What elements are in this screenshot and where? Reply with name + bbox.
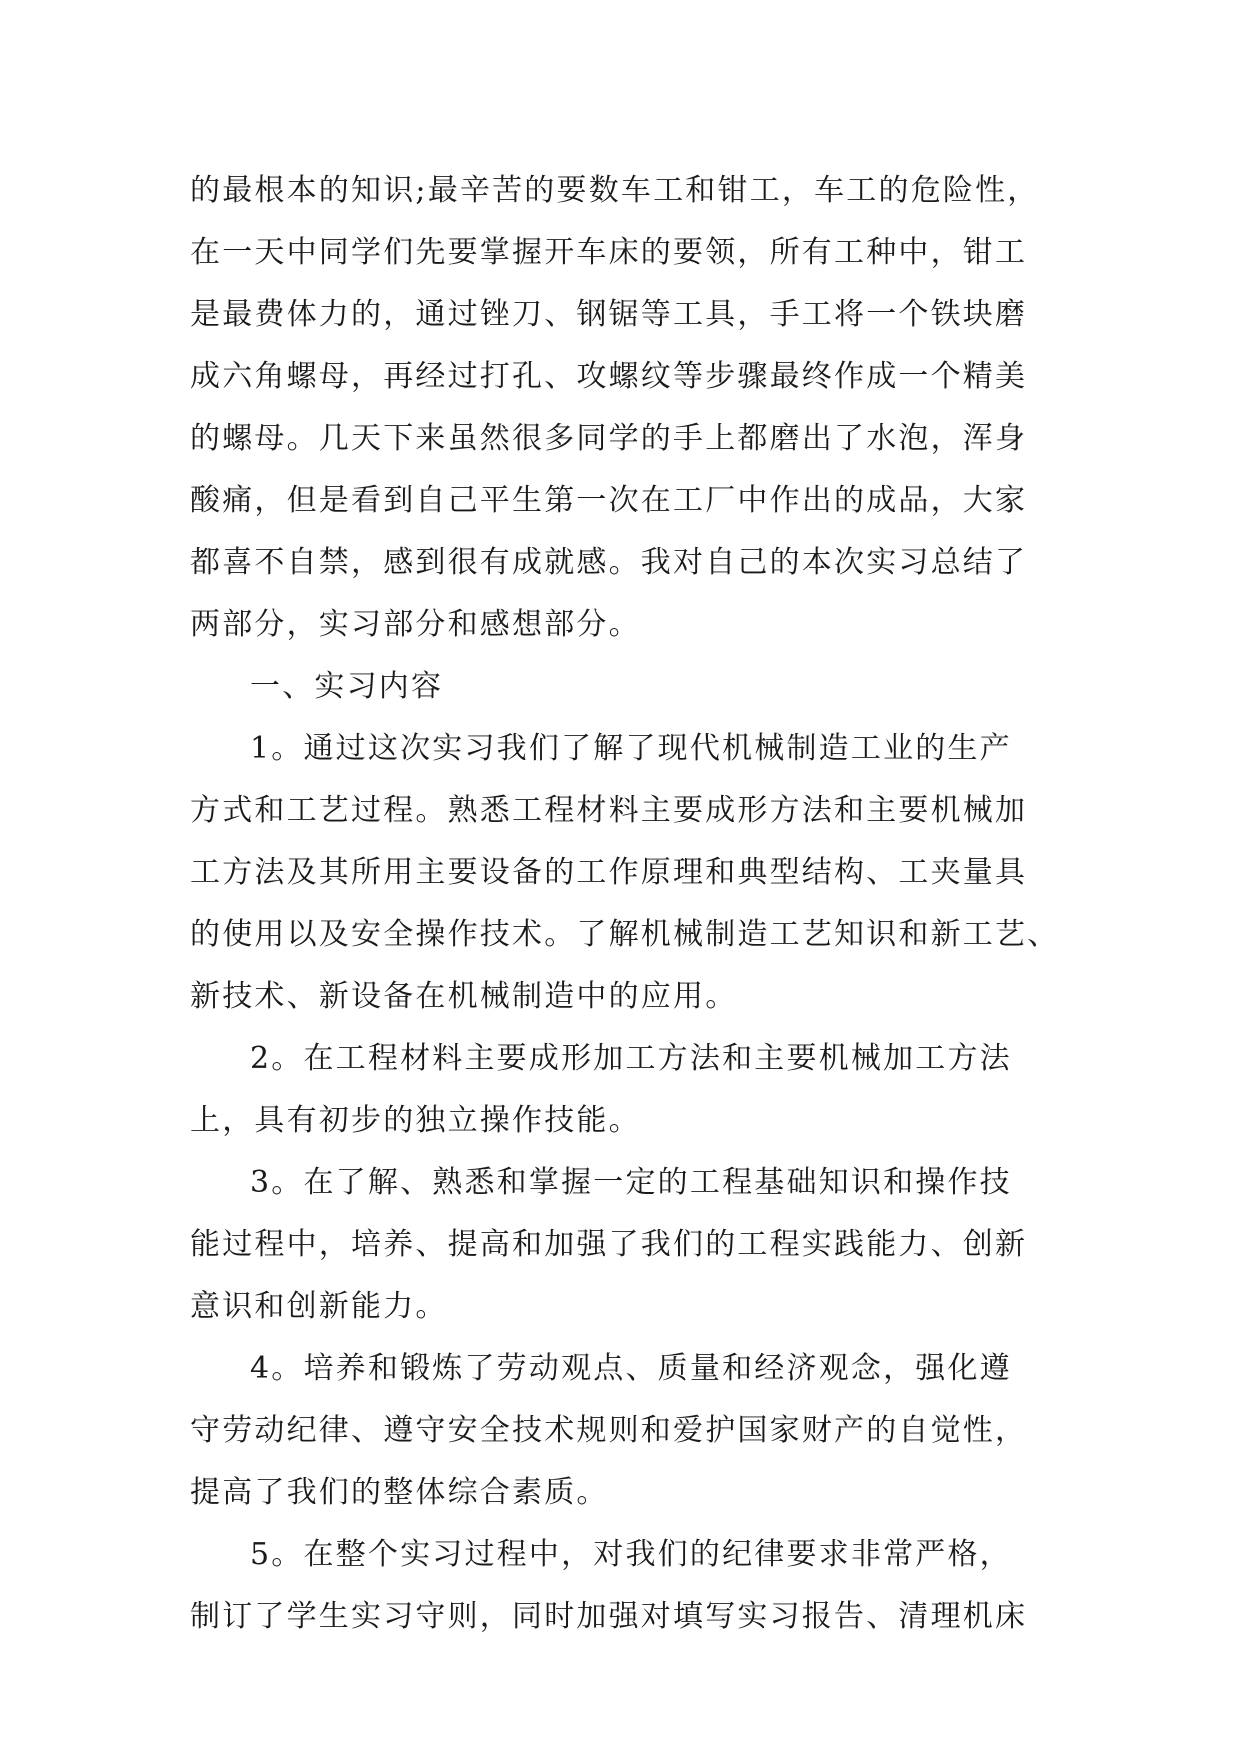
text-line: 4。培养和锻炼了劳动观点、质量和经济观念，强化遵 (250, 1351, 1012, 1386)
text-line: 5。在整个实习过程中，对我们的纪律要求非常严格， (250, 1537, 1012, 1572)
text-line: 成六角螺母，再经过打孔、攻螺纹等步骤最终作成一个精美 (190, 359, 1028, 394)
text-line: 都喜不自禁，感到很有成就感。我对自己的本次实习总结了 (190, 545, 1028, 580)
text-line: 新技术、新设备在机械制造中的应用。 (190, 979, 738, 1014)
text-line: 上，具有初步的独立操作技能。 (190, 1103, 641, 1138)
text-line: 的使用以及安全操作技术。了解机械制造工艺知识和新工艺、 (190, 917, 1060, 952)
section-heading: 一、实习内容 (250, 669, 444, 704)
text-line: 在一天中同学们先要掌握开车床的要领，所有工种中，钳工 (190, 235, 1028, 270)
document-body (190, 160, 1060, 1648)
text-line: 酸痛，但是看到自己平生第一次在工厂中作出的成品，大家 (190, 483, 1028, 518)
text-line: 工方法及其所用主要设备的工作原理和典型结构、工夹量具 (190, 855, 1028, 890)
text-line: 2。在工程材料主要成形加工方法和主要机械加工方法 (250, 1041, 1012, 1076)
text-line: 制订了学生实习守则，同时加强对填写实习报告、清理机床 (190, 1599, 1028, 1634)
text-line: 守劳动纪律、遵守安全技术规则和爱护国家财产的自觉性， (190, 1413, 1028, 1448)
text-line: 3。在了解、熟悉和掌握一定的工程基础知识和操作技 (250, 1165, 1012, 1200)
text-line: 的螺母。几天下来虽然很多同学的手上都磨出了水泡，浑身 (190, 421, 1028, 456)
text-line: 方式和工艺过程。熟悉工程材料主要成形方法和主要机械加 (190, 793, 1028, 828)
text-line: 1。通过这次实习我们了解了现代机械制造工业的生产 (250, 731, 1012, 766)
text-line: 是最费体力的，通过锉刀、钢锯等工具，手工将一个铁块磨 (190, 297, 1028, 332)
text-line: 的最根本的知识;最辛苦的要数车工和钳工，车工的危险性， (190, 173, 1040, 208)
text-line: 提高了我们的整体综合素质。 (190, 1475, 609, 1510)
text-line: 能过程中，培养、提高和加强了我们的工程实践能力、创新 (190, 1227, 1028, 1262)
text-line: 意识和创新能力。 (190, 1289, 448, 1324)
text-line: 两部分，实习部分和感想部分。 (190, 607, 641, 642)
